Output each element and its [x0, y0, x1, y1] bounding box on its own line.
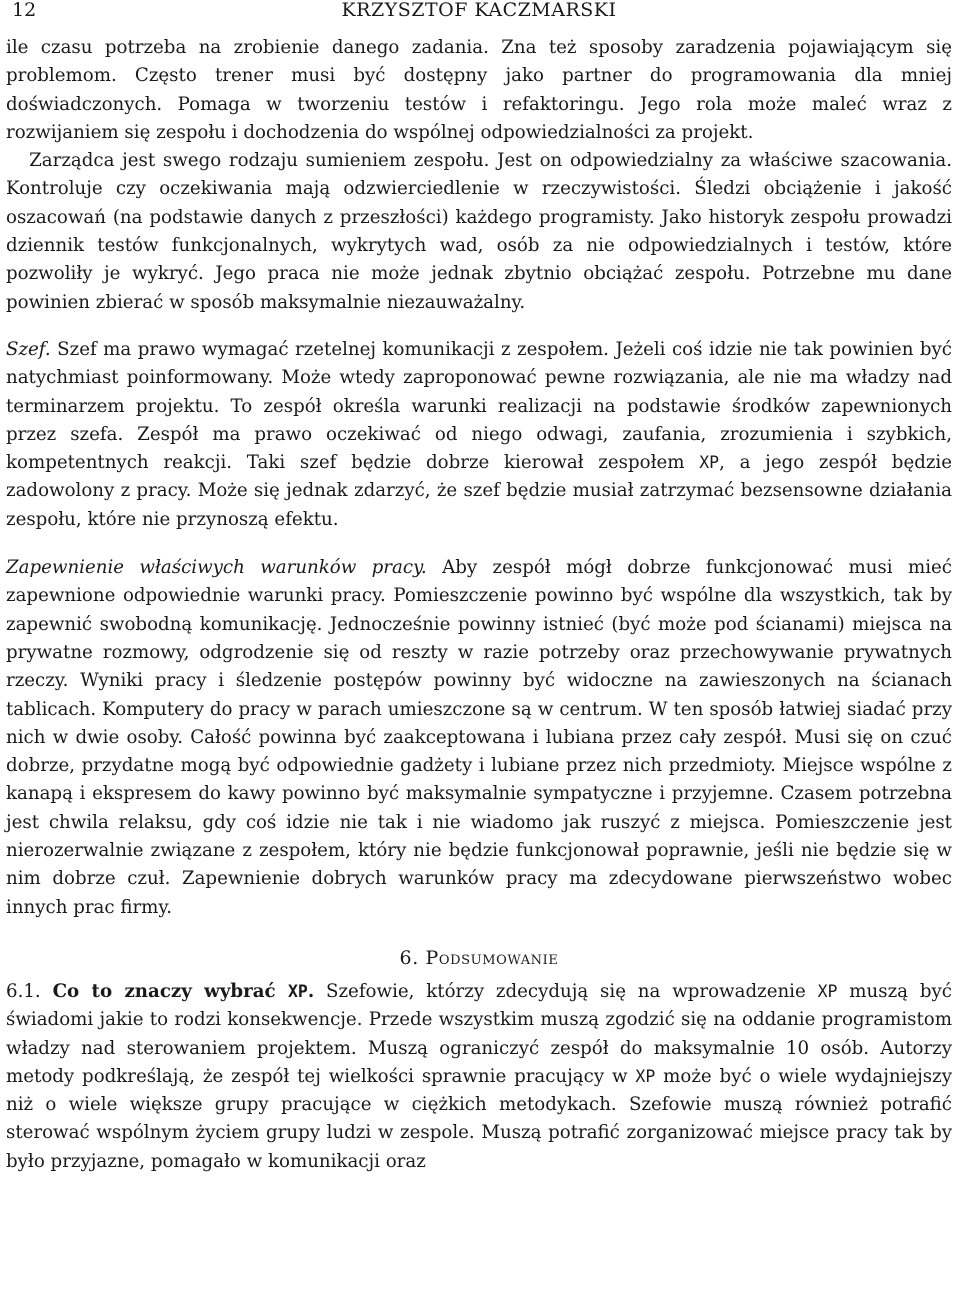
szef-text-a: Szef ma prawo wymagać rzetelnej komunikacji z zespołem. Jeżeli coś idzie nie tak powinien być natychmiast poinformowany. Może wtedy zaproponować pewne rozwiązania, ale nie ma władzy nad terminarzem projektu. To zespół określa warunki realizacji na podstawie środków zapewnionych przez szefa. Zespół ma prawo oczekiwać od niego odwagi, zaufania, zrozumienia i szybkich, kompetentnych reakcji. Taki szef będzie dobrze kierował zespołem [6, 338, 952, 474]
szef-text-b: , a jego zespół będzie zadowolony z pracy. Może się jednak zdarzyć, że szef będzie musiał zatrzymać bezsensowne działania zespołu, które nie przynoszą efektu. [6, 452, 953, 530]
subsection-title-xp: XP [287, 981, 308, 1001]
paragraph-subsection [6, 978, 952, 1176]
warunki-lead: Zapewnienie właściwych warunków pracy. [6, 557, 427, 579]
running-header [6, 0, 952, 28]
section-number: 6. [399, 946, 419, 969]
subsection-title [53, 981, 315, 1002]
subsection-number: 6.1. [6, 980, 41, 1002]
paragraph-zarzadca [6, 147, 952, 317]
subsection-title-end: . [307, 980, 315, 1002]
subsection-xp-2: XP [635, 1066, 656, 1086]
szef-xp: XP [699, 453, 720, 473]
warunki-text: Aby zespół mógł dobrze funkcjonować musi mieć zapewnione odpowiednie warunki pracy. Pomieszczenie powinno być wspólne dla wszystkich, tak by zapewnić swobodną komunikację. Jednocześnie powinny istnieć (być może pod ścianami) miejsca na prywatne rozmowy, odgrodzenie się od reszty w razie potrzeby oraz przechowywanie prywatnych rzeczy. Wyniki pracy i śledzenie postępów powinny być widoczne na zawieszonych na ścianach tablicach. Komputery do pracy w parach umieszczone są w centrum. W ten sposób łatwiej siadać przy nich w dwie osoby. Całość powinna być zaakceptowana i lubiana przez cały zespół. Musi się on czuć dobrze, przydatne mogą być odpowiednie gadżety i lubiane przez nich przedmioty. Miejsce wspólne z kanapą i ekspresem do kawy powinno być maksymalnie sympatyczne i przyjemne. Czasem potrzebna jest chwila relaksu, gdy coś idzie nie tak i nie wiadomo jak ruszyć z miejsca. Pomieszczenie jest nierozerwalnie związane z zespołem, który nie będzie funkcjonował poprawnie, jeśli nie będzie się w nim dobrze czuł. Zapewnienie dobrych warunków pracy ma zdecydowane pierwszeństwo wobec innych prac firmy. [6, 557, 952, 918]
paragraph-warunki [6, 554, 952, 922]
subsection-xp-1: XP [817, 981, 838, 1001]
paragraph-zarzadca-text: Zarządca jest swego rodzaju sumieniem zespołu. Jest on odpowiedzialny za właściwe szacowania. Kontroluje czy oczekiwania mają odzwierciedlenie w rzeczywistości. Śledzi obciążenie i jakość oszacowań (na podstawie danych z przeszłości) każdego programisty. Jako historyk zespołu prowadzi dziennik testów funkcjonalnych, wykrytych wad, osób za nie odpowiedzialnych i testów, które pozwoliły je wykryć. Jego praca nie może jednak zbytnio obciążać zespołu. Potrzebne mu dane powinien zbierać w sposób maksymalnie niezauważalny. [6, 150, 952, 313]
subsection-text-a: Szefowie, którzy zdecydują się na wprowadzenie [314, 980, 818, 1002]
paragraph-trener: ile czasu potrzeba na zrobienie danego zadania. Zna też sposoby zaradzenia pojawiającym się problemom. Często trener musi być dostępny jako partner do programowania dla mniej doświadczonych. Pomaga w tworzeniu testów i refaktoringu. Jego rola może maleć wraz z rozwijaniem się zespołu i dochodzenia do wspólnej odpowiedzialności za projekt. [6, 37, 952, 143]
subsection-title-text: Co to znaczy wybrać [52, 980, 276, 1002]
running-header-author: KRZYSZTOF KACZMARSKI [341, 0, 617, 21]
szef-lead: Szef. [6, 338, 51, 360]
paragraph-szef [6, 336, 952, 534]
section-title: Podsumowanie [425, 946, 559, 969]
page-number: 12 [12, 0, 37, 21]
section-heading [6, 944, 952, 972]
subsection-text-c: może być o wiele wydajniejszy niż o wiele większe grupy pracujące w ciężkich metodykach. Szefowie muszą również potrafić sterować wspólnym życiem grupy ludzi w zespole. Muszą potrafić zorganizować miejsce pracy tak by było przyjazne, pomagało w komunikacji oraz [6, 1065, 952, 1172]
subsection-text-b: muszą być świadomi jakie to rodzi konsekwencje. Przede wszystkim muszą zgodzić się na oddanie programistom władzy nad sterowaniem projektem. Muszą ograniczyć zespół do maksymalnie 10 osób. Autorzy metody podkreślają, że zespół tej wielkości sprawnie pracujący w [6, 980, 952, 1087]
